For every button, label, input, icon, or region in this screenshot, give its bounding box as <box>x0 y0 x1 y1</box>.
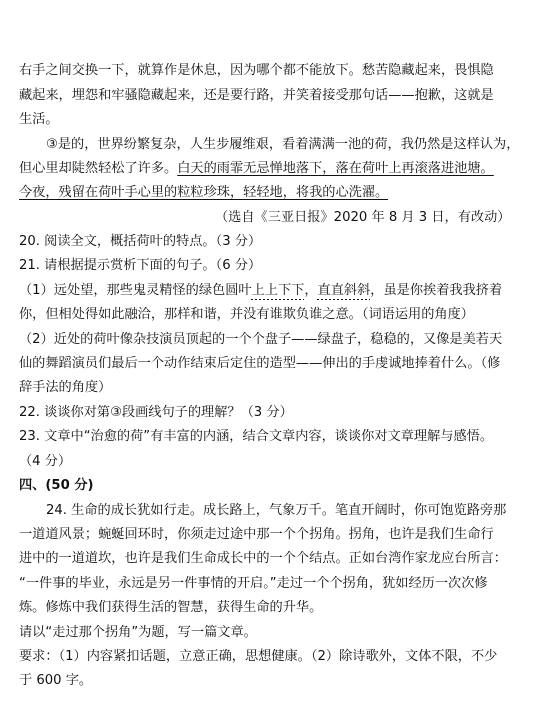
question-text: ，虽是你挨着我我挤着 <box>370 283 503 298</box>
question-22: 22. 谈谈你对第③段画线句子的理解？（3 分） <box>19 405 293 420</box>
passage-line: 生活。 <box>19 112 59 127</box>
passage-text: 但心里却陡然轻松了许多。 <box>19 161 178 176</box>
question-text: （1）远处望，那些鬼灵精怪的绿色圆叶 <box>19 283 252 298</box>
emphasized-word: 直直斜斜 <box>317 283 371 298</box>
question-21-part-2: 仙的舞蹈演员们最后一个动作结束后定住的造型——伸出的手虔诚地捧着什么。（修 <box>19 356 501 371</box>
question-21-part-1 <box>19 282 527 300</box>
question-21-part-2: （2）近处的荷叶像杂技演员顶起的一个个盘子——绿盘子，稳稳的，又像是美若天 <box>19 332 503 347</box>
passage-line: 右手之间交换一下，就算作是休息，因为哪个都不能放下。愁苦隐藏起来，畏惧隐 <box>19 63 494 78</box>
question-24: 24. 生命的成长犹如行走。成长路上，气象万千。笔直开阔时，你可饱览路旁那 <box>46 503 507 518</box>
underlined-sentence: 今夜，残留在荷叶手心里的粒粒珍珠，轻轻地，将我的心洗濯。 <box>19 185 389 200</box>
question-20: 20. 阅读全文，概括荷叶的特点。（3 分） <box>19 234 262 249</box>
passage-line: 藏起来，埋怨和牢骚隐藏起来，还是要行路，并笑着接受那句话——抱歉，这就是 <box>19 88 494 103</box>
essay-requirements: 于 600 字。 <box>19 673 93 688</box>
question-23: 23. 文章中“治愈的荷”有丰富的内涵，结合文章内容，谈谈你对文章理解与感悟。 <box>19 429 494 444</box>
section-heading: 四、(50 分) <box>19 478 94 493</box>
emphasized-word: 上上下下 <box>251 283 305 298</box>
question-21-part-1: 你，但相处得如此融洽，那样和谐，并没有谁欺负谁之意。（词语运用的角度） <box>19 307 474 322</box>
underlined-sentence: 白天的雨霏无忌惮地落下，落在荷叶上再滚落进池塘。 <box>177 161 494 176</box>
source-citation: （选自《三亚日报》2020 年 8 月 3 日，有改动） <box>215 210 511 225</box>
question-24: 炼。修炼中我们获得生活的智慧，获得生命的升华。 <box>19 600 323 615</box>
question-text: ， <box>304 283 318 298</box>
essay-requirements: 要求：（1）内容紧扣话题，立意正确，思想健康。（2）除诗歌外，文体不限，不少 <box>19 649 498 664</box>
question-21: 21. 请根据提示赏析下面的句子。（6 分） <box>19 258 262 273</box>
paragraph-3-line <box>19 160 527 178</box>
question-23: （4 分） <box>19 454 72 469</box>
paragraph-3-line: ③是的，世界纷繁复杂，人生步履维艰，看着满满一池的荷，我仍然是这样认为， <box>46 137 520 152</box>
essay-prompt: 请以“走过那个拐角”为题，写一篇文章。 <box>19 625 257 640</box>
question-21-part-2: 辞手法的角度） <box>19 380 112 395</box>
question-24: 进中的一道道坎，也许是我们生命成长中的一个个结点。正如台湾作家龙应台所言： <box>19 551 507 566</box>
question-24: 一道道风景；蜿蜒回环时，你须走过途中那一个个拐角。拐角，也许是我们生命行 <box>19 527 494 542</box>
question-24: “一件事的毕业，永远是另一件事情的开启。”走过一个个拐角，犹如经历一次次修 <box>19 576 488 591</box>
